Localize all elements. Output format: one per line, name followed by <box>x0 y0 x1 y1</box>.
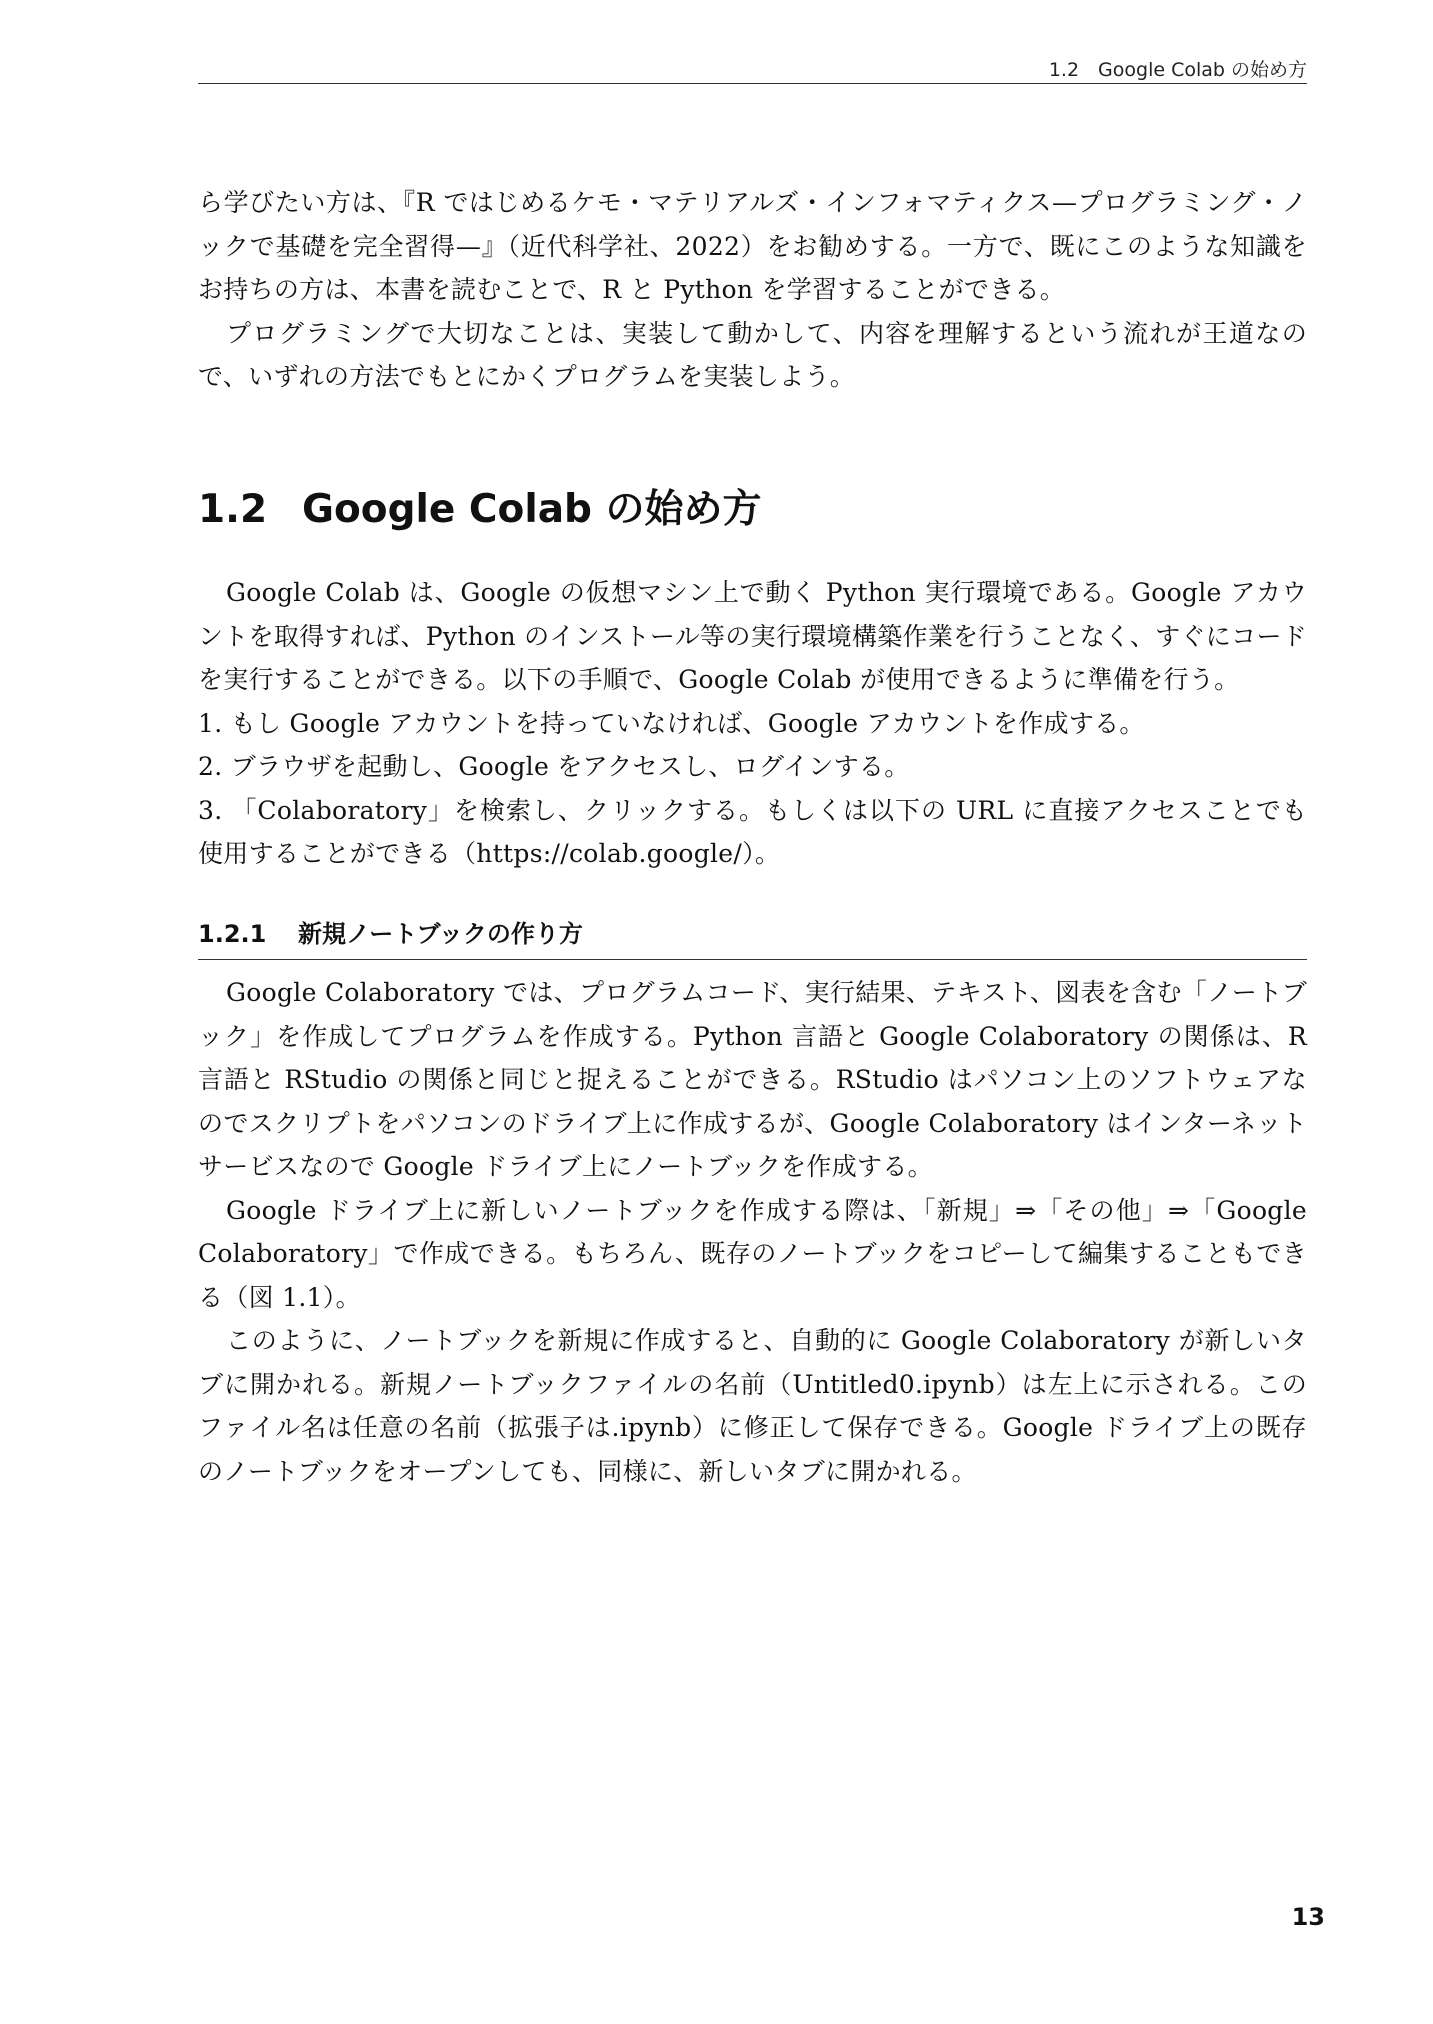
section-number: 1.2 <box>198 487 268 532</box>
section-heading <box>198 478 762 534</box>
section-title: Google Colab の始め方 <box>302 487 762 532</box>
section-paragraph: Google Colab は、Google の仮想マシン上で動く Python 実行環境である。Google アカウントを取得すれば、Python のインストール等の実行環境構築作業を行うことなく、すぐにコードを実行することができる。以下の手順で、Google Colab が使用できるように準備を行う。 <box>198 578 1307 694</box>
running-header: 1.2 Google Colab の始め方 <box>1048 59 1307 81</box>
step-2: 2. ブラウザを起動し、Google をアクセスし、ログインする。 <box>198 752 910 781</box>
subsection-text <box>198 971 1307 1493</box>
intro-text <box>198 181 1307 399</box>
subsection-paragraph-2: Google ドライブ上に新しいノートブックを作成する際は、「新規」⇒「その他」⇒「Google Colaboratory」で作成できる。もちろん、既存のノートブックをコピーして編集することもできる（図 1.1）。 <box>198 1195 1307 1312</box>
subsection-paragraph-3: このように、ノートブックを新規に作成すると、自動的に Google Colaboratory が新しいタブに開かれる。新規ノートブックファイルの名前（Untitled0.ipynb）は左上に示される。このファイル名は任意の名前（拡張子は.ipynb）に修正して保存できる。Google ドライブ上の既存のノートブックをオープンしても、同様に、新しいタブに開かれる。 <box>198 1326 1307 1486</box>
section-text <box>198 571 1307 876</box>
subsection-title: 新規ノートブックの作り方 <box>298 920 583 948</box>
header-rule <box>198 83 1307 84</box>
subsection-number: 1.2.1 <box>198 920 267 948</box>
subsection-paragraph-1: Google Colaboratory では、プログラムコード、実行結果、テキスト、図表を含む「ノートブック」を作成してプログラムを作成する。Python 言語と Google Colaboratory の関係は、R 言語と RStudio の関係と同じと捉えることができる。RStudio はパソコン上のソフトウェアなのでスクリプトをパソコンのドライブ上に作成するが、Google Colaboratory はインターネットサービスなので Google ドライブ上にノートブックを作成する。 <box>198 978 1307 1181</box>
page-number: 13 <box>1291 1903 1325 1931</box>
intro-paragraph-1: ら学びたい方は、『R ではじめるケモ・マテリアルズ・インフォマティクス—プログラミング・ノックで基礎を完全習得—』（近代科学社、2022）をお勧めする。一方で、既にこのような知識をお持ちの方は、本書を読むことで、R と Python を学習することができる。 <box>198 188 1307 304</box>
step-1: 1. もし Google アカウントを持っていなければ、Google アカウントを作成する。 <box>198 708 1145 738</box>
subsection-heading <box>198 914 1307 960</box>
intro-paragraph-2: プログラミングで大切なことは、実装して動かして、内容を理解するという流れが王道なので、いずれの方法でもとにかくプログラムを実装しよう。 <box>198 318 1307 391</box>
step-3: 3. 「Colaboratory」を検索し、クリックする。もしくは以下の URL に直接アクセスことでも使用することができる（https://colab.google/）。 <box>198 795 1307 868</box>
